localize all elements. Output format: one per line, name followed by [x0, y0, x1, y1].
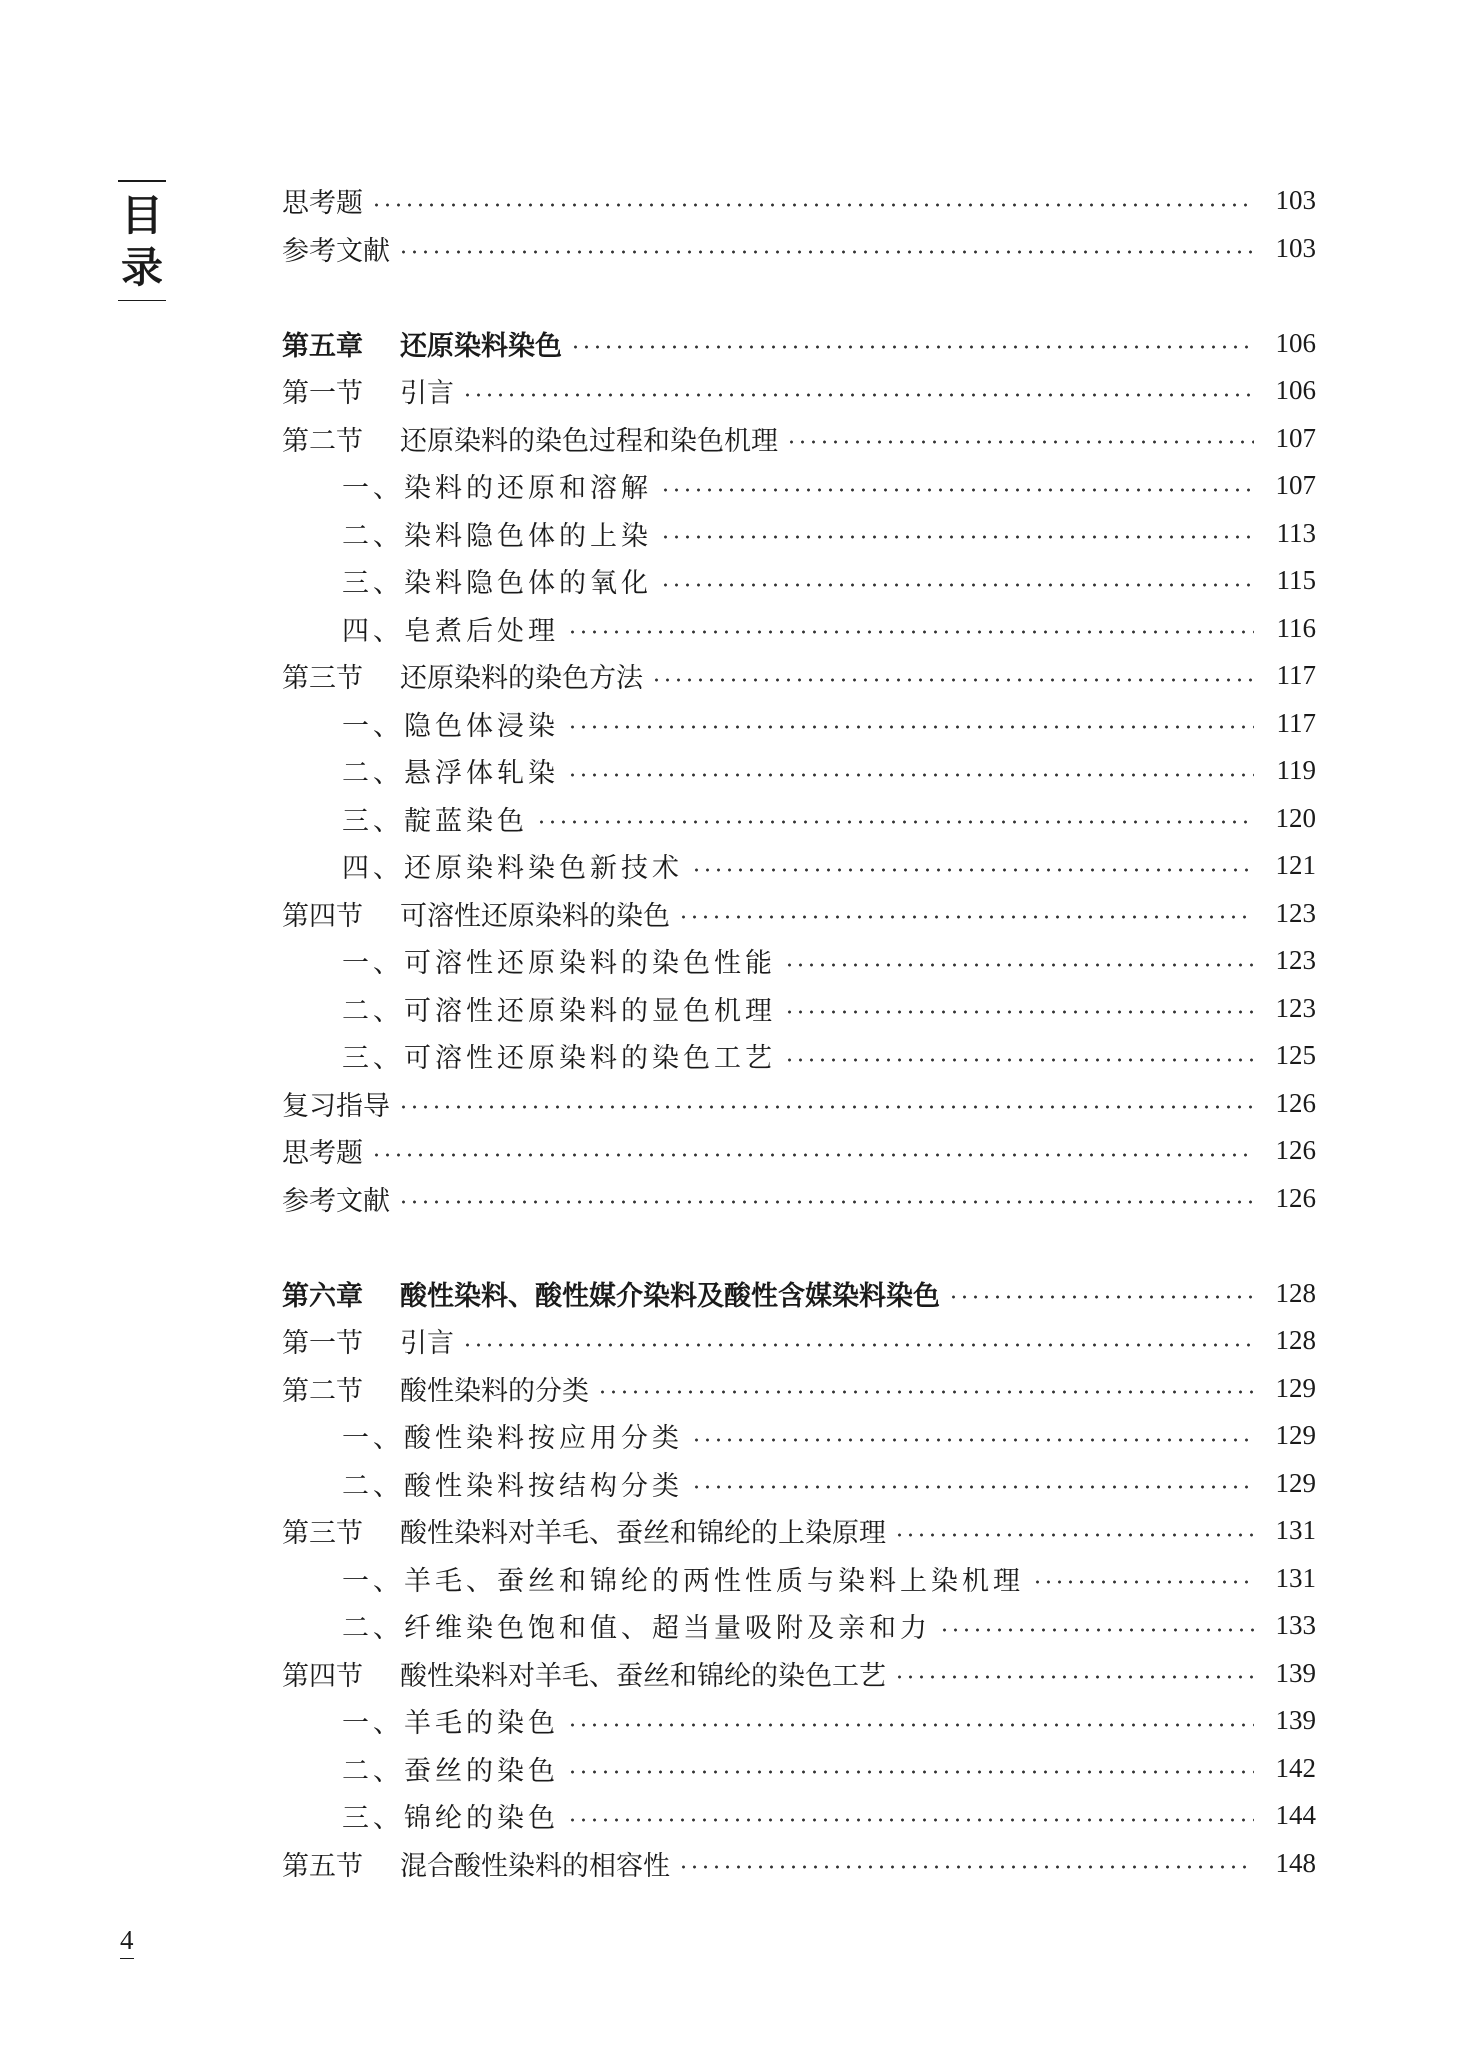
- toc-entry-prefix: 第四节: [282, 900, 363, 932]
- dot-leader: [567, 1818, 1254, 1822]
- toc-entry-title: 引言: [400, 1328, 454, 1360]
- dot-leader: [398, 1105, 1254, 1109]
- toc-entry-page: 123: [1275, 897, 1316, 928]
- toc-entry[interactable]: [282, 1127, 1316, 1175]
- toc-entry[interactable]: [282, 415, 1316, 463]
- side-rule-bottom: [118, 300, 166, 302]
- toc-entry[interactable]: [282, 1175, 1316, 1223]
- toc-entry-title: 还原染料染色: [400, 330, 562, 362]
- toc-entry-title: 思考题: [282, 1138, 363, 1170]
- toc-entry-page: 129: [1275, 1372, 1316, 1403]
- toc-entry-page: 144: [1275, 1800, 1316, 1831]
- toc-entry[interactable]: [282, 367, 1316, 415]
- toc-entry-title: 二、可溶性还原染料的显色机理: [342, 995, 776, 1027]
- toc-entry-title: 参考文献: [282, 235, 390, 267]
- toc-entry[interactable]: [282, 1602, 1316, 1650]
- toc-entry[interactable]: [282, 1270, 1316, 1318]
- toc-entry-title: 四、皂煮后处理: [342, 615, 559, 647]
- toc-entry-title: 酸性染料对羊毛、蚕丝和锦纶的上染原理: [400, 1518, 886, 1550]
- toc-entry-page: 126: [1275, 1087, 1316, 1118]
- dot-leader: [894, 1675, 1254, 1679]
- toc-entry-page: 107: [1275, 422, 1316, 453]
- toc-side-marker: [118, 180, 166, 301]
- toc-entry-title: 三、靛蓝染色: [342, 805, 528, 837]
- toc-entry-page: 131: [1275, 1515, 1316, 1546]
- toc-entry-title: 一、羊毛的染色: [342, 1708, 559, 1740]
- dot-leader: [371, 1153, 1254, 1157]
- toc-entry-title: 三、可溶性还原染料的染色工艺: [342, 1043, 776, 1075]
- dot-leader: [939, 1628, 1254, 1632]
- toc-entry-prefix: 第二节: [282, 1375, 363, 1407]
- toc-entry-prefix: 第一节: [282, 1328, 363, 1360]
- toc-entry-prefix: 第四节: [282, 1660, 363, 1692]
- toc-entry-title: 一、隐色体浸染: [342, 710, 559, 742]
- toc-entry[interactable]: [282, 795, 1316, 843]
- side-label-char-1: 目: [120, 190, 163, 240]
- toc-entry-prefix: 第一节: [282, 378, 363, 410]
- toc-entry-page: 148: [1275, 1847, 1316, 1878]
- dot-leader: [948, 1295, 1254, 1299]
- dot-leader: [462, 393, 1254, 397]
- toc-entry-title: 二、纤维染色饱和值、超当量吸附及亲和力: [342, 1613, 931, 1645]
- toc-entry-title: 二、蚕丝的染色: [342, 1755, 559, 1787]
- toc-entry-title: 思考题: [282, 188, 363, 220]
- toc-entry-page: 113: [1276, 517, 1316, 548]
- toc-entry[interactable]: [282, 1412, 1316, 1460]
- toc-entry-prefix: 第五节: [282, 1850, 363, 1882]
- toc-entry-page: 139: [1275, 1705, 1316, 1736]
- toc-entry-page: 103: [1275, 185, 1316, 216]
- dot-leader: [660, 583, 1254, 587]
- toc-entry-prefix: 第三节: [282, 1518, 363, 1550]
- toc-entry[interactable]: [282, 1840, 1316, 1888]
- toc-entry-title: 参考文献: [282, 1185, 390, 1217]
- toc-entry-title: 一、羊毛、蚕丝和锦纶的两性性质与染料上染机理: [342, 1565, 1024, 1597]
- toc-entry-page: 115: [1276, 565, 1316, 596]
- toc-entry-page: 129: [1275, 1467, 1316, 1498]
- toc-entry[interactable]: [282, 747, 1316, 795]
- toc-entry-title: 一、酸性染料按应用分类: [342, 1423, 683, 1455]
- dot-leader: [894, 1533, 1254, 1537]
- toc-entry[interactable]: [282, 557, 1316, 605]
- toc-entry-prefix: 第五章: [282, 330, 363, 362]
- toc-entry[interactable]: [282, 1507, 1316, 1555]
- toc-entry-page: 117: [1276, 707, 1316, 738]
- toc-entry-page: 142: [1275, 1752, 1316, 1783]
- dot-leader: [786, 440, 1254, 444]
- toc-entry-title: 二、酸性染料按结构分类: [342, 1470, 683, 1502]
- toc-entry[interactable]: [282, 225, 1316, 273]
- dot-leader: [398, 1200, 1254, 1204]
- toc-entry-page: 123: [1275, 992, 1316, 1023]
- toc-entry[interactable]: [282, 842, 1316, 890]
- toc-entry[interactable]: [282, 177, 1316, 225]
- toc-entry[interactable]: [282, 510, 1316, 558]
- toc-entry[interactable]: [282, 320, 1316, 368]
- side-label-char-2: 录: [120, 242, 163, 292]
- dot-leader: [651, 678, 1254, 682]
- toc-side-label: [118, 182, 166, 300]
- toc-entry-title: 酸性染料对羊毛、蚕丝和锦纶的染色工艺: [400, 1660, 886, 1692]
- toc-entry-page: 129: [1275, 1420, 1316, 1451]
- toc-entry[interactable]: [282, 985, 1316, 1033]
- toc-entry-page: 133: [1275, 1610, 1316, 1641]
- toc-entry[interactable]: [282, 700, 1316, 748]
- dot-leader: [570, 345, 1254, 349]
- table-of-contents: [282, 177, 1316, 1887]
- toc-entry-title: 酸性染料、酸性媒介染料及酸性含媒染料染色: [400, 1280, 940, 1312]
- toc-entry-title: 还原染料的染色方法: [400, 663, 643, 695]
- dot-leader: [784, 963, 1254, 967]
- dot-leader: [1032, 1580, 1254, 1584]
- toc-entry-page: 139: [1275, 1657, 1316, 1688]
- toc-entry-page: 128: [1275, 1277, 1316, 1308]
- toc-entry-page: 106: [1275, 327, 1316, 358]
- toc-entry-prefix: 第二节: [282, 425, 363, 457]
- dot-leader: [398, 250, 1254, 254]
- toc-entry-title: 酸性染料的分类: [400, 1375, 589, 1407]
- toc-entry-page: 126: [1275, 1135, 1316, 1166]
- toc-entry-page: 117: [1276, 660, 1316, 691]
- dot-leader: [784, 1010, 1254, 1014]
- dot-leader: [597, 1390, 1254, 1394]
- toc-entry[interactable]: [282, 1080, 1316, 1128]
- toc-entry-title: 复习指导: [282, 1090, 390, 1122]
- toc-entry[interactable]: [282, 1555, 1316, 1603]
- toc-entry-title: 一、可溶性还原染料的染色性能: [342, 948, 776, 980]
- toc-entry-page: 123: [1275, 945, 1316, 976]
- toc-entry[interactable]: [282, 1697, 1316, 1745]
- toc-entry-page: 126: [1275, 1182, 1316, 1213]
- toc-entry-title: 可溶性还原染料的染色: [400, 900, 670, 932]
- toc-entry-title: 三、染料隐色体的氧化: [342, 568, 652, 600]
- dot-leader: [567, 725, 1254, 729]
- toc-entry-page: 125: [1275, 1040, 1316, 1071]
- toc-entry-page: 119: [1276, 755, 1316, 786]
- toc-entry[interactable]: [282, 937, 1316, 985]
- toc-entry-page: 131: [1275, 1562, 1316, 1593]
- toc-entry-title: 还原染料的染色过程和染色机理: [400, 425, 778, 457]
- toc-entry-title: 三、锦纶的染色: [342, 1803, 559, 1835]
- dot-leader: [371, 203, 1254, 207]
- dot-leader: [660, 488, 1254, 492]
- toc-entry-page: 103: [1275, 232, 1316, 263]
- dot-leader: [678, 1865, 1254, 1869]
- toc-entry[interactable]: [282, 1317, 1316, 1365]
- toc-entry[interactable]: [282, 890, 1316, 938]
- toc-entry-prefix: 第六章: [282, 1280, 363, 1312]
- toc-entry-page: 116: [1276, 612, 1316, 643]
- toc-entry-title: 引言: [400, 378, 454, 410]
- toc-entry[interactable]: [282, 1650, 1316, 1698]
- toc-entry[interactable]: [282, 1032, 1316, 1080]
- toc-entry[interactable]: [282, 1460, 1316, 1508]
- toc-entry-title: 二、悬浮体轧染: [342, 758, 559, 790]
- dot-leader: [691, 1485, 1254, 1489]
- toc-entry[interactable]: [282, 462, 1316, 510]
- dot-leader: [567, 1723, 1254, 1727]
- dot-leader: [567, 1770, 1254, 1774]
- dot-leader: [462, 1343, 1254, 1347]
- toc-entry[interactable]: [282, 605, 1316, 653]
- dot-leader: [784, 1058, 1254, 1062]
- toc-entry-prefix: 第三节: [282, 663, 363, 695]
- toc-entry-page: 107: [1275, 470, 1316, 501]
- dot-leader: [691, 868, 1254, 872]
- toc-entry-page: 106: [1275, 375, 1316, 406]
- dot-leader: [678, 915, 1254, 919]
- toc-entry[interactable]: [282, 1365, 1316, 1413]
- toc-entry-title: 混合酸性染料的相容性: [400, 1850, 670, 1882]
- toc-entry-page: 128: [1275, 1325, 1316, 1356]
- page-number: 4: [120, 1925, 134, 1959]
- toc-entry-title: 一、染料的还原和溶解: [342, 473, 652, 505]
- toc-entry[interactable]: [282, 652, 1316, 700]
- toc-entry-page: 120: [1275, 802, 1316, 833]
- dot-leader: [536, 820, 1254, 824]
- toc-entry[interactable]: [282, 1792, 1316, 1840]
- dot-leader: [567, 773, 1254, 777]
- toc-entry-title: 四、还原染料染色新技术: [342, 853, 683, 885]
- toc-entry-title: 二、染料隐色体的上染: [342, 520, 652, 552]
- dot-leader: [567, 630, 1254, 634]
- toc-entry[interactable]: [282, 1745, 1316, 1793]
- toc-entry-page: 121: [1275, 850, 1316, 881]
- dot-leader: [691, 1438, 1254, 1442]
- dot-leader: [660, 535, 1254, 539]
